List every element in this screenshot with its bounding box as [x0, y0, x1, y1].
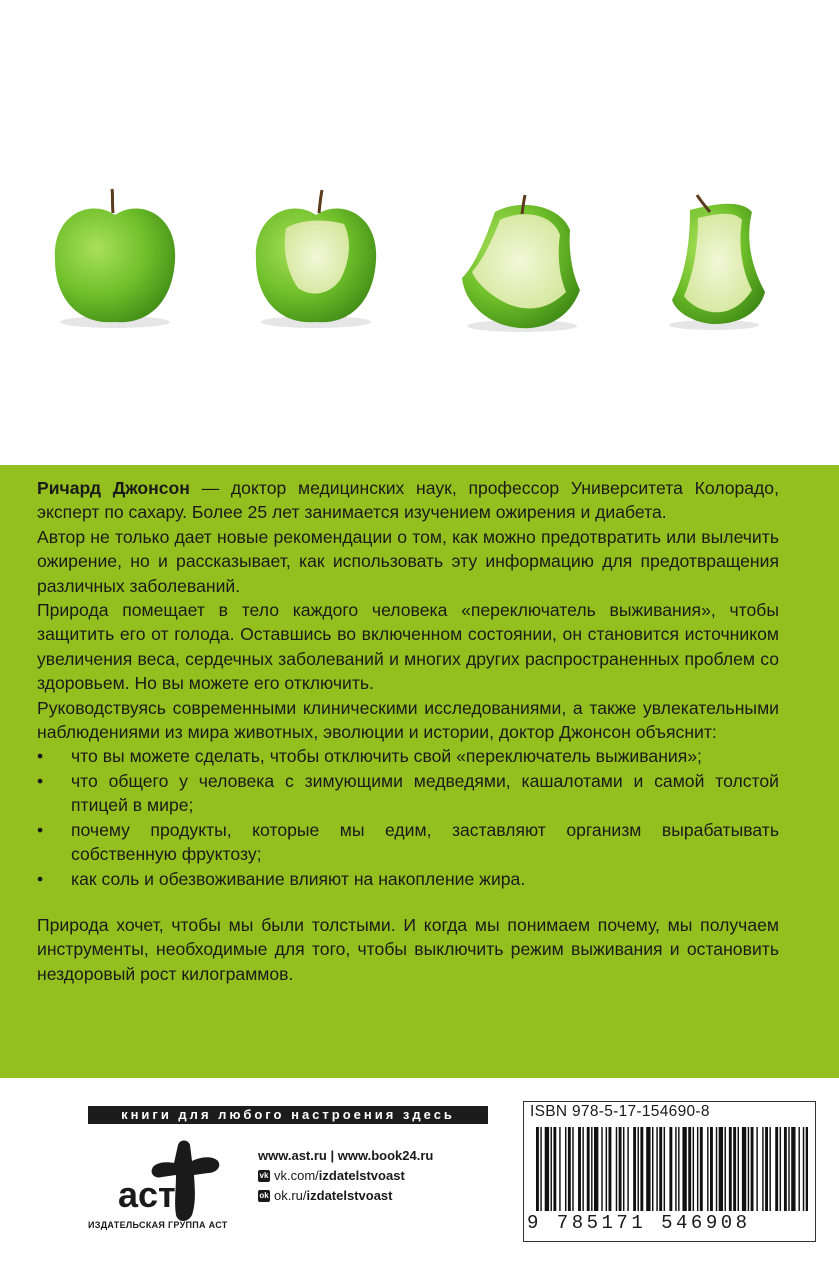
barcode-bar	[710, 1127, 713, 1211]
bullet-item: • как соль и обезвоживание влияют на накопление жира.	[37, 867, 779, 891]
tagline: книги для любого настроения здесь	[88, 1106, 488, 1124]
author-paragraph	[37, 476, 779, 525]
barcode-bar	[609, 1127, 612, 1211]
author-name: Ричард Джонсон	[37, 478, 190, 498]
publisher-links	[258, 1146, 433, 1206]
barcode-bar	[798, 1127, 799, 1211]
barcode-bar	[806, 1127, 808, 1211]
apple-core	[669, 195, 765, 330]
vk-prefix: vk.com/	[274, 1168, 319, 1183]
barcode-bar	[788, 1127, 789, 1211]
barcode-bar	[791, 1127, 795, 1211]
half-eaten-apple	[462, 195, 580, 332]
websites-row	[258, 1146, 433, 1166]
barcode-bar	[545, 1127, 549, 1211]
isbn-label: ISBN 978-5-17-154690-8	[530, 1103, 710, 1120]
barcode-bar	[688, 1127, 691, 1211]
barcode-bar	[733, 1127, 736, 1211]
barcode-bar	[551, 1127, 552, 1211]
ok-icon: ok	[259, 1191, 269, 1200]
barcode-bar	[784, 1127, 787, 1211]
ok-link[interactable]	[258, 1186, 433, 1206]
barcode-bar	[606, 1127, 607, 1211]
bullet-list	[37, 744, 779, 890]
barcode-bar	[775, 1127, 778, 1211]
barcode-bar	[751, 1127, 754, 1211]
barcode-bar	[582, 1127, 583, 1211]
barcode-bar	[594, 1127, 598, 1211]
barcode-bar	[656, 1127, 657, 1211]
barcode-bar	[693, 1127, 694, 1211]
ast-logo	[100, 1137, 230, 1227]
publisher-name: ИЗДАТЕЛЬСКАЯ ГРУППА АСТ	[88, 1220, 228, 1230]
barcode-bar	[769, 1127, 770, 1211]
ok-handle: izdatelstvoast	[306, 1188, 393, 1203]
paragraph-4: Руководствуясь современными клиническими исследованиями, а также увлекательными наблюдениями из мира животных, эволюции и истории, доктор Джонсон объяснит:	[37, 697, 779, 743]
barcode-bar	[619, 1127, 622, 1211]
vk-icon: vk	[259, 1171, 269, 1180]
barcode-bar	[738, 1127, 739, 1211]
barcode-bar	[700, 1127, 703, 1211]
bullet-item: • почему продукты, которые мы едим, заставляют организм вырабатывать собственную фруктозу;	[37, 818, 779, 867]
whole-apple	[55, 189, 175, 328]
paragraph-2: Автор не только дает новые рекомендации о том, как можно предотвратить или вылечить ожирение, но и рассказывает, как использовать эту информацию для предотвращения различных заболеваний.	[37, 526, 779, 596]
barcode-bar	[568, 1127, 571, 1211]
barcode-bar	[536, 1127, 539, 1211]
barcode-bar	[748, 1127, 749, 1211]
sites-separator: |	[326, 1148, 338, 1163]
barcode-bar	[553, 1127, 556, 1211]
barcode-bar	[762, 1127, 763, 1211]
book24-website-link[interactable]: www.book24.ru	[337, 1148, 434, 1163]
barcode-bar	[616, 1127, 617, 1211]
barcode-bar	[587, 1127, 590, 1211]
barcode-bar	[646, 1127, 650, 1211]
barcode-bar	[664, 1127, 665, 1211]
barcode-bar	[729, 1127, 732, 1211]
barcode-bar	[540, 1127, 541, 1211]
ast-website-link[interactable]: www.ast.ru	[258, 1148, 327, 1163]
barcode-bar	[638, 1127, 639, 1211]
barcode-bar	[697, 1127, 698, 1211]
barcode-bar	[803, 1127, 804, 1211]
logo-text: аст	[118, 1174, 176, 1215]
barcode-digits: 9 785171 546908	[527, 1212, 751, 1234]
barcode-bar	[652, 1127, 653, 1211]
barcode-bar	[756, 1127, 757, 1211]
vk-link[interactable]	[258, 1166, 433, 1186]
barcode-bar	[565, 1127, 566, 1211]
barcode	[536, 1127, 808, 1213]
barcode-bar	[742, 1127, 746, 1211]
barcode-bar	[659, 1127, 662, 1211]
barcode-bar	[601, 1127, 602, 1211]
bullet-item: • что вы можете сделать, чтобы отключить свой «переключатель выживания»;	[37, 744, 779, 768]
barcode-bar	[591, 1127, 592, 1211]
barcode-bar	[578, 1127, 581, 1211]
barcode-bar	[675, 1127, 676, 1211]
bitten-apple	[256, 190, 376, 328]
bullet-item: • что общего у человека с зимующими медведями, кашалотами и самой толстой птицей в мире;	[37, 769, 779, 818]
barcode-bar	[765, 1127, 768, 1211]
barcode-bar	[716, 1127, 717, 1211]
book-description	[37, 476, 779, 986]
barcode-bar	[633, 1127, 636, 1211]
apples-illustration	[0, 0, 839, 465]
barcode-bar	[707, 1127, 708, 1211]
barcode-bar	[678, 1127, 679, 1211]
closing-paragraph: Природа хочет, чтобы мы были толстыми. И когда мы понимаем почему, мы получаем инструменты, необходимые для того, чтобы выключить режим выживания и остановить нездоровый рост килограммов.	[37, 914, 779, 984]
paragraph-3: Природа помещает в тело каждого человека «переключатель выживания», чтобы защитить его от голода. Оставшись во включенном состоянии, он становится источником увеличения веса, сердечных заболеваний и многих других распространенных проблем со здоровьем. Но вы можете его отключить.	[37, 600, 779, 694]
vk-handle: izdatelstvoast	[318, 1168, 405, 1183]
author-bio: — доктор медицинских наук, профессор Университета Колорадо, эксперт по сахару. Более 25 лет занимается изучением ожирения и диабета.	[37, 478, 779, 523]
barcode-bar	[640, 1127, 643, 1211]
barcode-bar	[669, 1127, 672, 1211]
ok-prefix: ok.ru/	[274, 1188, 307, 1203]
barcode-bar	[682, 1127, 686, 1211]
barcode-bar	[780, 1127, 781, 1211]
barcode-bar	[725, 1127, 726, 1211]
barcode-bar	[572, 1127, 573, 1211]
barcode-bar	[719, 1127, 723, 1211]
barcode-bar	[559, 1127, 560, 1211]
barcode-bar	[627, 1127, 628, 1211]
barcode-bar	[623, 1127, 624, 1211]
